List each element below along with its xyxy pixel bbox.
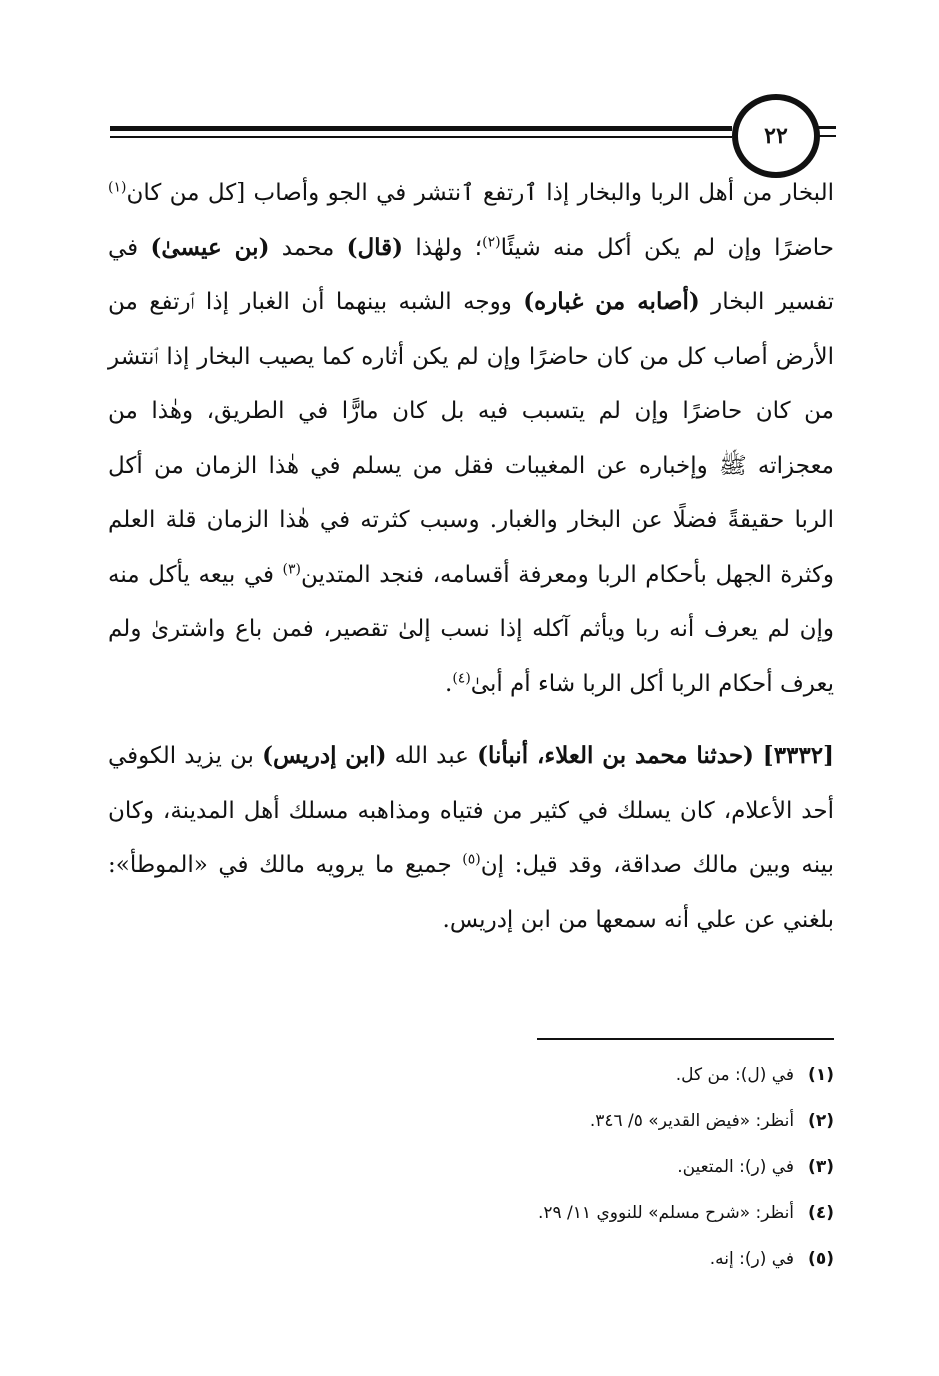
paragraph-hadith (108, 729, 834, 947)
footnote-text: في (ر): إنه. (709, 1249, 795, 1269)
text-run: في تفسير البخار (108, 234, 835, 315)
main-text (108, 166, 834, 947)
header-rule-right-thin (818, 135, 836, 137)
bold-quote: (ابن إدريس) (262, 742, 387, 769)
text-run: محمد (269, 234, 347, 261)
text-run: حاضرًا وإن لم يكن أكل منه شيئًا (500, 234, 834, 261)
header-rule (110, 126, 732, 131)
footnote-number: (٤) (808, 1203, 834, 1223)
footnote-ref[interactable]: (٢) (482, 233, 501, 250)
footnote-ref[interactable]: (٣) (282, 560, 302, 577)
footnote-text: أنظر: «فيض القدير» ٥/ ٣٤٦. (589, 1111, 795, 1131)
text-run: . (445, 670, 453, 697)
text-run: ووجه الشبه بينهما أن الغبار إذا ٱرتفع من الأرض أصاب كل من كان حاضرًا وإن لم يكن أثاره كما يصيب البخار إذا ٱنتشر من كان حاضرًا وإن لم يتسبب فيه بل كان مارًّا في الطريق، وهٰذا من معجزاته ﷺ وإخباره عن المغيبات فقل من يسلم في هٰذا الزمان من أكل الربا حقيقةً فضلًا عن البخار والغبار. وسبب كثرته في هٰذا الزمان قلة العلم وكثرة الجهل بأحكام الربا ومعرفة أقسامه، فنجد المتدين (108, 289, 835, 588)
bold-quote: (قال) (346, 233, 404, 261)
header-rule-right (818, 126, 836, 129)
footnote-item (108, 1052, 834, 1098)
footnote-text: في (ر): المتعين. (677, 1157, 795, 1177)
footnote-number: (٢) (808, 1111, 834, 1131)
header-rule-thin (110, 136, 732, 138)
footnote-number: (٥) (808, 1249, 834, 1269)
paragraph-commentary (108, 166, 834, 711)
text-run: جميع ما يرويه مالك في «الموطأ»: بلغني عن علي أنه سمعها من ابن إدريس. (108, 852, 834, 933)
footnote-item (108, 1190, 834, 1236)
footnote-number: (٣) (808, 1157, 834, 1177)
footnote-ref[interactable]: (٤) (452, 669, 471, 686)
footnote-text: أنظر: «شرح مسلم» للنووي ١١/ ٢٩. (537, 1203, 795, 1223)
footnote-item (108, 1144, 834, 1190)
text-run: ؛ ولهٰذا (403, 234, 483, 261)
footnotes (108, 1052, 834, 1282)
bold-quote: (أصابه من غباره) (523, 288, 700, 315)
text-run: في بيعه يأكل منه وإن لم يعرف أنه ربا ويأثم آكله إذا نسب إلىٰ تقصير، فمن باع واشترىٰ ولم يعرف أحكام الربا أكل الربا شاء أم أبىٰ (108, 561, 834, 697)
hadith-number-chain: [٣٣٣٢] (حدثنا محمد بن العلاء، أنبأنا) (477, 742, 834, 769)
footnote-item (108, 1098, 834, 1144)
text-run: بن يزيد الكوفي أحد الأعلام، كان يسلك في كثير من فتياه ومذاهبه مسلك أهل المدينة، وكان بينه وبين مالك صداقة، وقد قيل: إن (108, 743, 834, 878)
text-run: عبد الله (386, 743, 478, 769)
footnote-separator (537, 1038, 834, 1040)
footnote-number: (١) (808, 1065, 834, 1085)
text-run: البخار من أهل الربا والبخار إذا ٱرتفع ٱنتشر في الجو وأصاب [كل من كان (126, 180, 834, 206)
footnote-text: في (ل): من كل. (675, 1065, 795, 1085)
bold-quote: (بن عيسىٰ) (150, 233, 270, 261)
footnote-ref[interactable]: (١) (108, 179, 127, 196)
footnote-ref[interactable]: (٥) (462, 851, 481, 868)
page-number: ٢٢ (732, 94, 820, 178)
footnote-item (108, 1236, 834, 1282)
